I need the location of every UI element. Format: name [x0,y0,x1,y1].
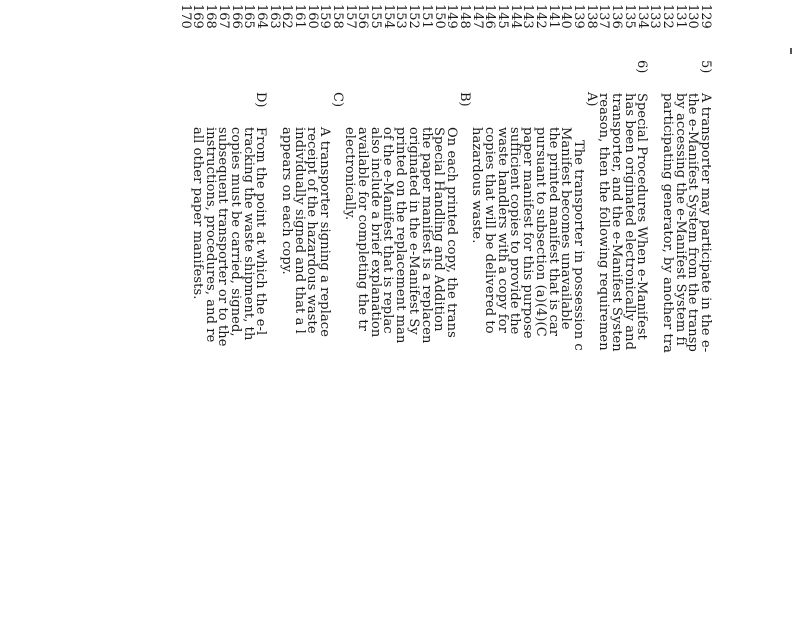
text-line: copies must be carried, signed, [228,127,244,337]
line-number: 131 [672,4,688,29]
scan-artifact [790,48,792,54]
item-marker-5: 5) [698,60,713,74]
text-line: all other paper manifests. [190,127,205,300]
line-number: 168 [203,4,219,29]
line-number: 157 [342,4,358,29]
text-line: Manifest becomes unavailable [558,127,574,330]
line-number: 148 [456,4,472,29]
text-line: also include a brief explanation [367,127,383,338]
text-line: A transporter may participate in the e- [698,93,713,353]
text-line: available for completing the tr [355,127,371,331]
text-line: has been originated electronically and [621,93,637,351]
text-line: participating generator, by another tra [659,93,675,354]
item-marker-6: 6) [634,60,650,74]
line-number: 160 [304,4,320,29]
line-number: 158 [330,4,346,29]
text-line: Special Handling and Addition [431,127,447,332]
line-number: 151 [418,4,434,29]
line-number: 129 [698,4,713,29]
line-number: 142 [533,4,549,29]
line-number: 138 [583,4,599,29]
text-line: A transporter signing a replace [317,127,332,337]
text-line: electronically. [342,127,358,221]
line-number: 133 [647,4,663,29]
line-number: 165 [241,4,257,29]
text-line: originated in the e-Manifest Sy [405,127,421,335]
line-number: 139 [571,4,587,29]
line-number: 147 [469,4,485,29]
text-line: of the e-Manifest that is replac [380,127,396,334]
line-number: 135 [621,4,637,29]
text-line: The transporter in possession c [571,140,586,351]
line-number: 153 [393,4,409,29]
text-line: instructions, procedures, and re [202,127,218,343]
line-number: 140 [558,4,574,29]
line-number: 144 [507,4,523,29]
text-line: copies that will be delivered to [482,127,498,334]
line-number: 161 [292,4,307,29]
line-number: 162 [279,4,295,29]
line-number: 145 [495,4,510,29]
text-line: Special Procedures When e-Manifest [634,93,650,340]
text-line: by accessing the e-Manifest System fi [672,93,688,346]
text-line: pursuant to subsection (a)(4)(C [532,127,548,337]
line-number: 132 [659,4,675,29]
text-line: the paper manifest is a replacen [418,127,434,344]
line-number: 169 [190,4,206,29]
line-number: 130 [685,4,701,29]
item-marker-c: C) [329,92,345,108]
text-line: On each printed copy, the trans [444,127,459,338]
line-number: 149 [444,4,460,29]
text-line: tracking the waste shipment, th [240,127,256,341]
line-number: 152 [406,4,422,29]
line-number: 159 [317,4,333,29]
line-number: 164 [253,4,269,29]
line-number: 167 [215,4,231,29]
line-number: 154 [380,4,396,29]
line-number: 150 [431,4,447,29]
line-number: 155 [368,4,384,29]
text-line: receipt of the hazardous waste [304,127,320,334]
text-line: the e-Manifest System from the transp [685,93,701,352]
item-marker-b: B) [456,92,472,107]
text-line: individually signed and that a l [291,127,307,334]
text-line: the printed manifest that is car [545,127,561,337]
item-marker-d: D) [253,92,269,108]
line-number: 156 [355,4,371,29]
text-line: printed on the replacement man [393,127,409,344]
text-line: subsequent transporter or to the [215,127,231,347]
text-line: reason, then the following requiremen [596,93,612,351]
line-number: 146 [482,4,498,29]
text-line: appears on each copy. [278,127,294,275]
line-number: 137 [596,4,612,29]
line-number: 170 [177,4,193,29]
line-number: 136 [609,4,625,29]
text-line: hazardous waste. [469,127,485,244]
line-number: 143 [520,4,536,29]
line-number: 163 [266,4,282,29]
text-line: waste handlers with a copy for [494,127,510,333]
text-line: sufficient copies to provide the [507,127,523,335]
line-number-column [178,4,711,34]
line-number: 134 [634,4,650,29]
line-number: 166 [228,4,244,29]
text-line: paper manifest for this purpose [520,127,536,339]
item-marker-a: A) [583,92,599,107]
line-number: 141 [545,4,561,29]
text-line: From the point at which the e-l [253,127,269,336]
text-line: transporter, and the e-Manifest Systen [609,93,625,352]
